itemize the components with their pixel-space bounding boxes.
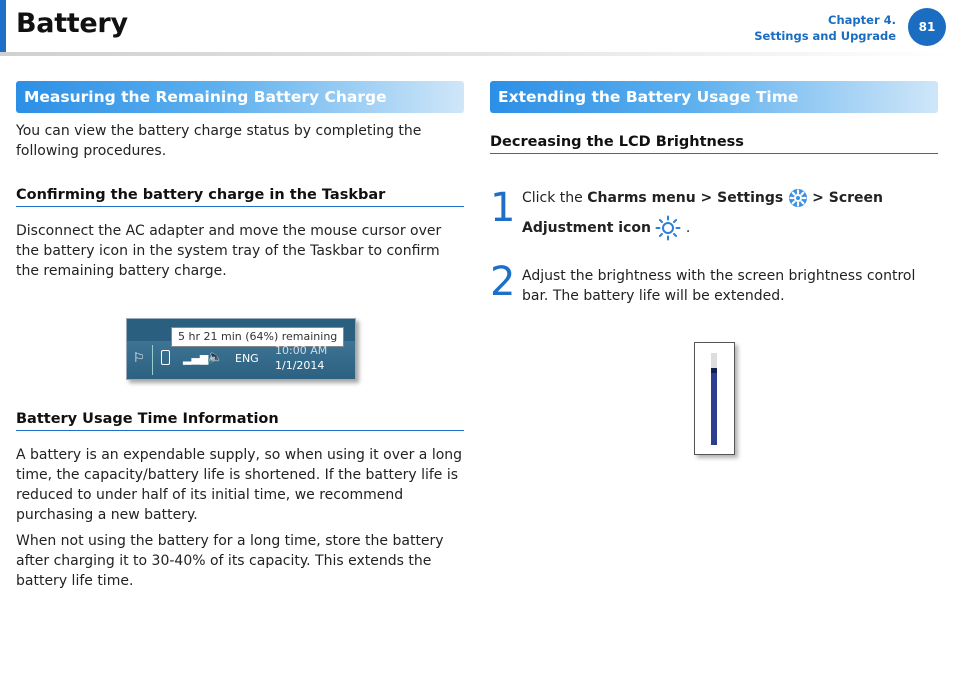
chapter-label	[754, 12, 896, 44]
brightness-control-screenshot	[694, 342, 735, 455]
step-1-adjustment-icon-label: Adjustment icon	[522, 220, 651, 236]
gear-icon	[788, 188, 808, 208]
volume-icon: 🔈	[207, 350, 224, 365]
page-title: Battery	[16, 8, 128, 39]
subheading-lcd-brightness: Decreasing the LCD Brightness	[490, 134, 938, 154]
step-1-screen: > Screen	[812, 190, 883, 206]
chapter-name: Settings and Upgrade	[754, 29, 896, 43]
step-1-prefix: Click the	[522, 190, 588, 206]
brightness-slider-thumb	[711, 368, 717, 373]
language-indicator: ENG	[235, 352, 259, 365]
subheading-usage-time: Battery Usage Time Information	[16, 411, 464, 431]
section-heading-measuring: Measuring the Remaining Battery Charge	[16, 81, 464, 113]
page-number-badge: 81	[908, 8, 946, 46]
battery-icon	[161, 350, 170, 365]
chapter-number: Chapter 4.	[828, 13, 896, 27]
battery-tooltip: 5 hr 21 min (64%) remaining	[171, 327, 344, 347]
clock-time: 10:00 AM	[275, 344, 328, 357]
brightness-icon	[655, 215, 681, 241]
clock-date: 1/1/2014	[275, 359, 325, 372]
header-accent-bar	[0, 0, 6, 52]
step-1-charms-settings: Charms menu > Settings	[587, 190, 784, 206]
taskbar-screenshot	[126, 318, 356, 380]
step-1-text	[522, 183, 942, 243]
usage-paragraph-2: When not using the battery for a long time, store the battery after charging it to 30-40% of its capacity. This extends the battery life time.	[16, 533, 444, 589]
header-divider	[0, 52, 954, 56]
usage-paragraph-1: A battery is an expendable supply, so when using it over a long time, the capacity/battery life is shortened. If the battery life is reduced to under half of its initial time, we recommend purchasing a new battery.	[16, 447, 463, 523]
intro-text: You can view the battery charge status by completing the following procedures.	[16, 123, 422, 159]
subheading-taskbar: Confirming the battery charge in the Taskbar	[16, 187, 464, 207]
tray-separator	[152, 345, 153, 375]
taskbar-instructions: Disconnect the AC adapter and move the mouse cursor over the battery icon in the system tray of the Taskbar to confirm the remaining battery charge.	[16, 223, 442, 279]
section-heading-extending: Extending the Battery Usage Time	[490, 81, 938, 113]
brightness-fill	[711, 368, 717, 445]
step-2-text: Adjust the brightness with the screen brightness control bar. The battery life will be extended.	[522, 268, 916, 304]
flag-icon: ⚐	[133, 351, 145, 366]
step-2-number: 2	[490, 259, 516, 305]
signal-icon: ▂▄▆	[183, 352, 209, 365]
step-1-number: 1	[490, 185, 516, 231]
step-1-suffix: .	[685, 220, 691, 236]
